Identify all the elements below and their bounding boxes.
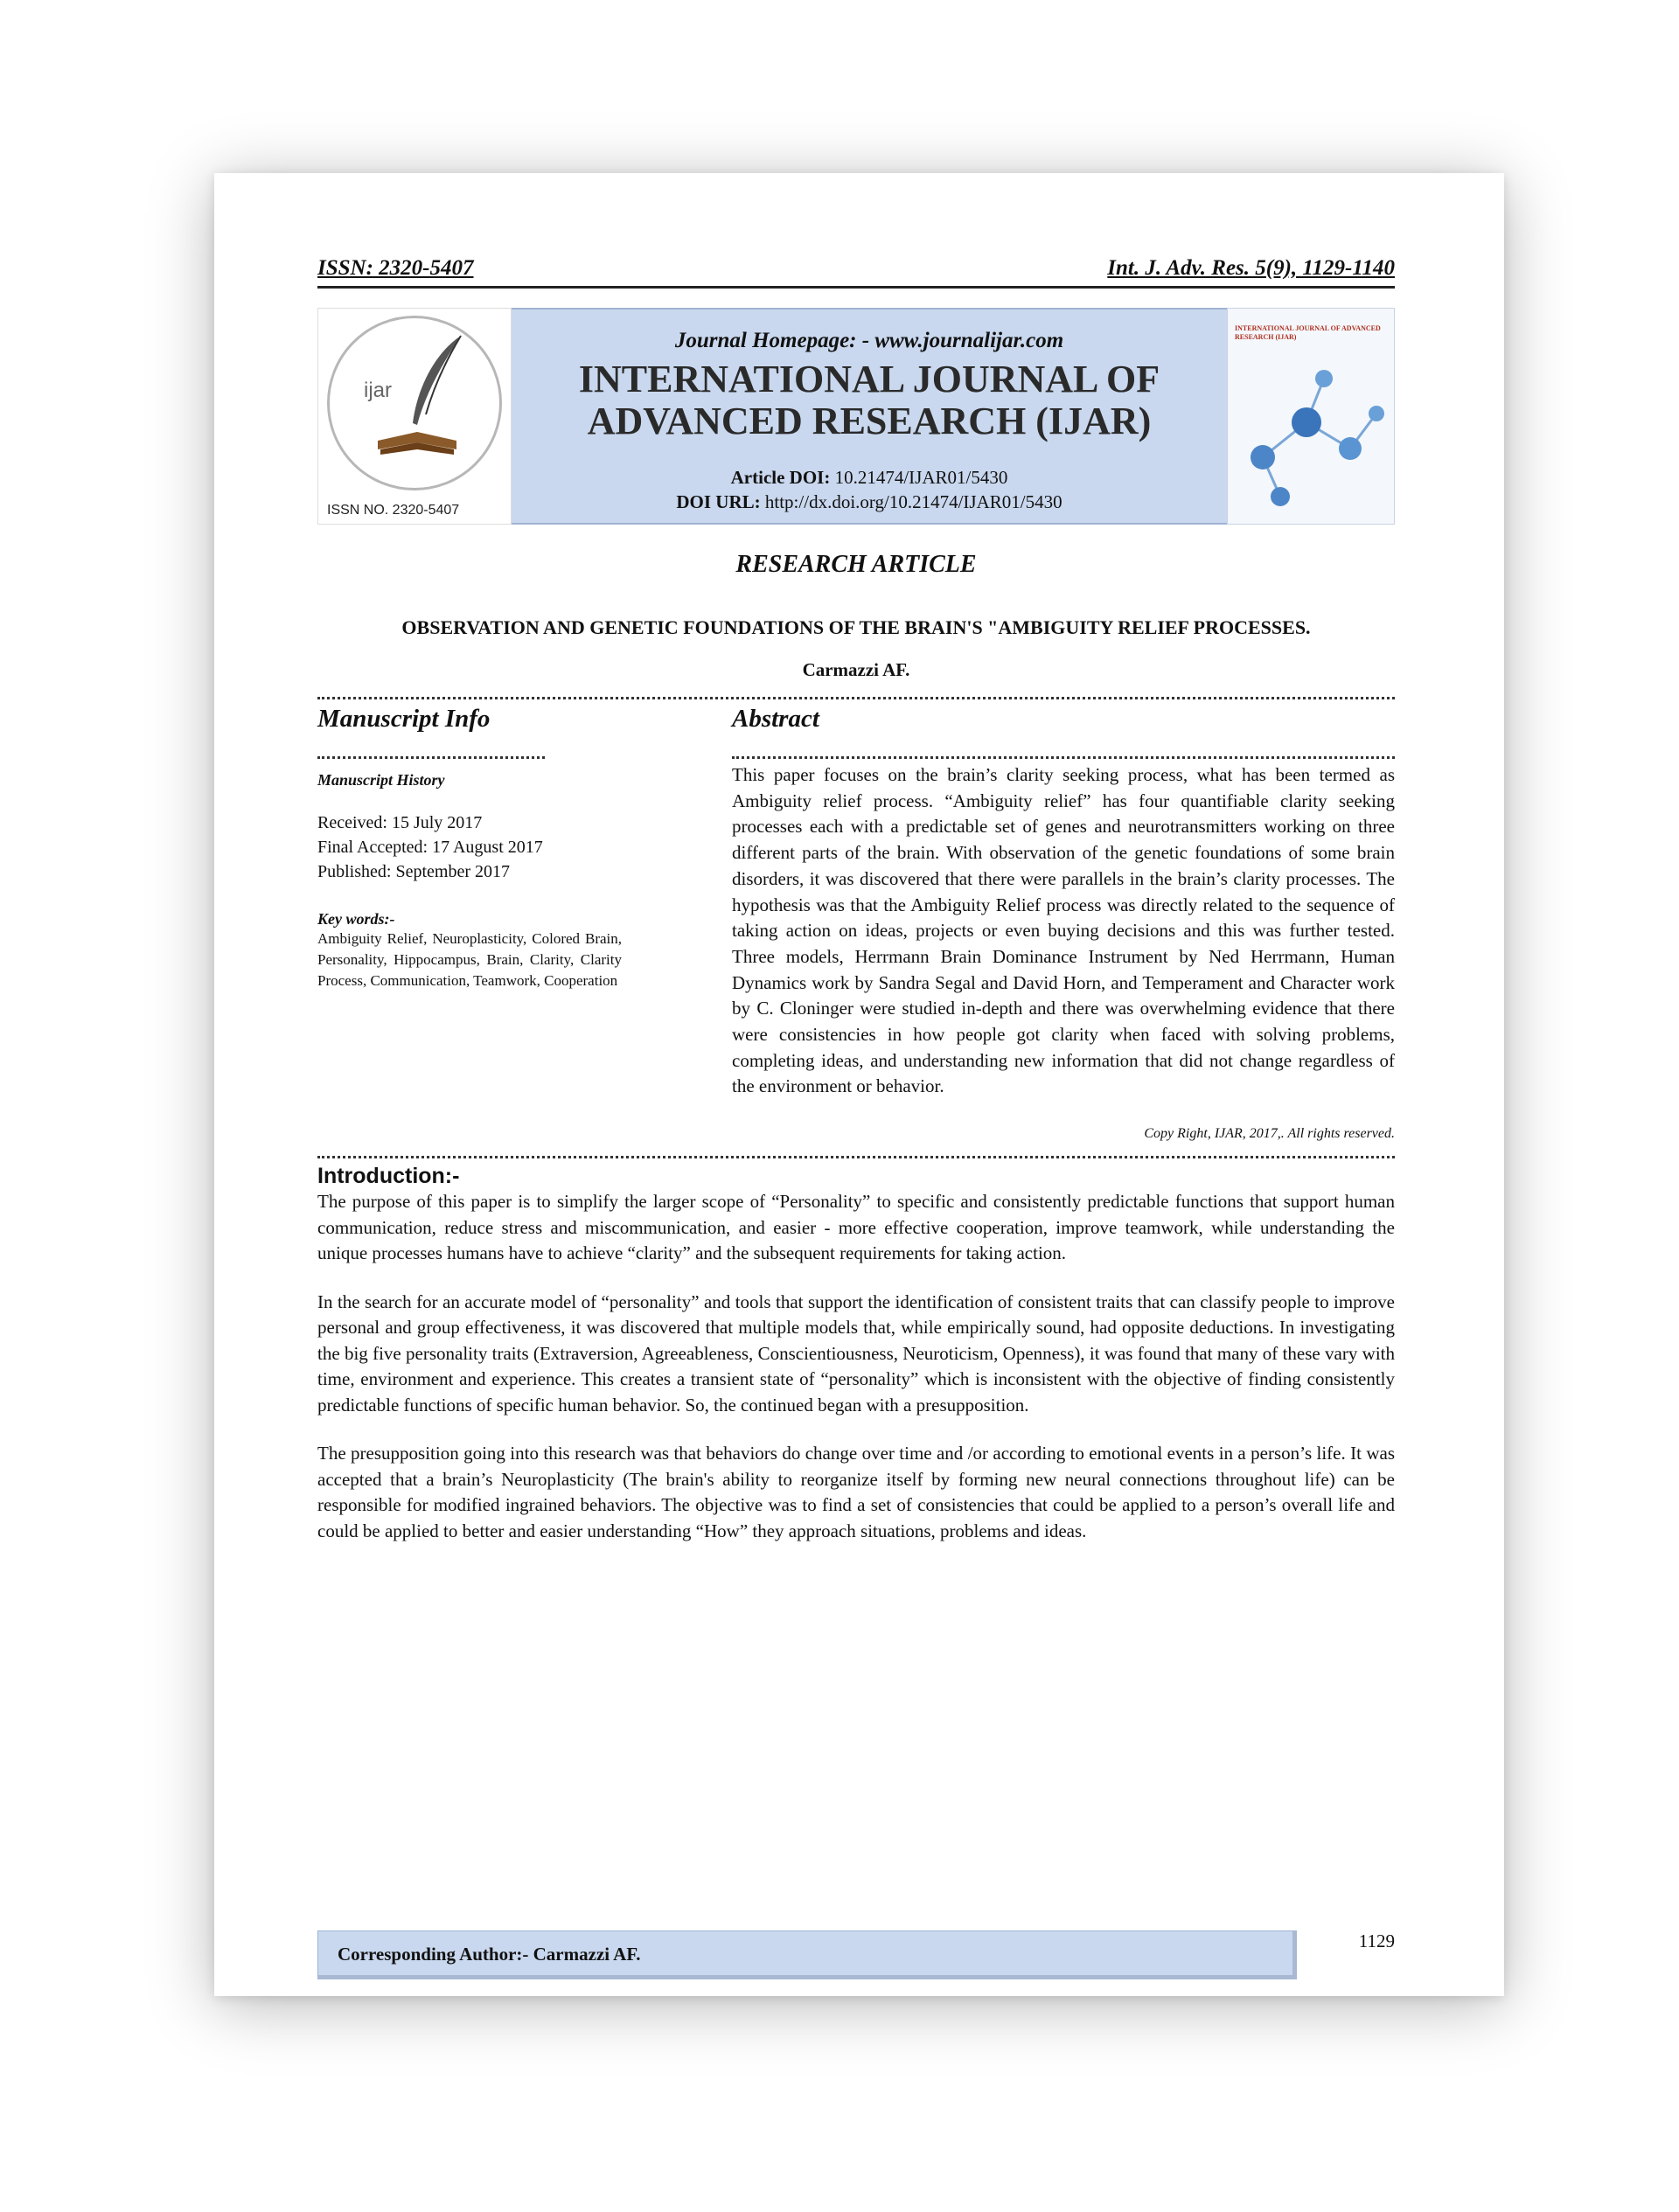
logo-circle	[327, 316, 502, 490]
intro-paragraph: The presupposition going into this research was that behaviors do change over time and /or according to emotional events in a person’s life. It was accepted that a brain’s Neuroplasticity (The brain's ability to reorganize itself by forming new neural connections throughout life) can be responsible for modified ingrained behaviors. The objective was to find a set of consistencies that could be applied to a person’s overall life and could be applied to better and easier understanding “How” they approach situations, problems and ideas.	[317, 1443, 1395, 1541]
journal-cover-thumbnail	[1227, 308, 1395, 525]
manuscript-history-label: Manuscript History	[317, 771, 445, 789]
dotted-divider	[317, 697, 1395, 699]
abstract-heading: Abstract	[732, 705, 819, 733]
page-footer	[317, 1930, 1395, 1979]
doi-label: Article DOI:	[730, 467, 831, 488]
issn-header: ISSN: 2320-5407	[317, 256, 474, 280]
manuscript-info	[317, 705, 622, 1142]
banner-main	[512, 308, 1227, 525]
doi-block	[512, 465, 1227, 514]
molecule-icon	[1228, 352, 1395, 525]
journal-logo	[317, 308, 512, 525]
keywords-label: Key words:-	[317, 910, 395, 928]
accepted-date: Final Accepted: 17 August 2017	[317, 838, 543, 857]
quill-book-icon	[330, 318, 505, 493]
article-type: RESEARCH ARTICLE	[735, 551, 977, 578]
info-abstract-columns	[317, 705, 1395, 1142]
manuscript-info-heading: Manuscript Info	[317, 705, 491, 733]
doi-url	[512, 490, 1227, 514]
dotted-divider	[732, 756, 1395, 759]
keywords-text: Ambiguity Relief, Neuroplasticity, Colored Brain, Personality, Hippocampus, Brain, Clarity, Clarity Process, Communication, Teamwork, Cooperation	[317, 930, 622, 989]
doi-value: 10.21474/IJAR01/5430	[834, 467, 1008, 488]
running-header	[317, 256, 1395, 289]
author-name: Carmazzi AF.	[802, 659, 910, 680]
paper-page	[214, 173, 1504, 1996]
paper-title: OBSERVATION AND GENETIC FOUNDATIONS OF THE BRAIN'S "AMBIGUITY RELIEF PROCESSES.	[401, 616, 1311, 638]
journal-banner	[317, 308, 1395, 525]
page-number: 1129	[1358, 1930, 1395, 1951]
article-doi	[512, 465, 1227, 490]
doi-url-link[interactable]: http://dx.doi.org/10.21474/IJAR01/5430	[764, 491, 1062, 512]
dotted-divider	[317, 1156, 1395, 1158]
abstract-section	[732, 705, 1395, 1142]
manuscript-dates	[317, 810, 622, 884]
intro-paragraph: The purpose of this paper is to simplify the larger scope of “Personality” to specific and consistently predictable functions that support human communication, reduce stress and miscommunication, and easier - more effective cooperation, improve teamwork, while understanding the unique processes humans have to achieve “clarity” and the subsequent requirements for taking action.	[317, 1191, 1395, 1264]
citation-header: Int. J. Adv. Res. 5(9), 1129-1140	[1107, 256, 1395, 280]
copyright-notice: Copy Right, IJAR, 2017,. All rights reserved.	[1144, 1126, 1395, 1142]
introduction-heading: Introduction:-	[317, 1164, 460, 1189]
abstract-text: This paper focuses on the brain’s clarity seeking process, what has been termed as Ambiguity relief process. “Ambiguity relief” has four quantifiable clarity seeking processes each with a predictable set of genes and neurotransmitters working on three different parts of the brain. With observation of the genetic foundations of some brain disorders, it was discovered that there were parallels in the brain’s clarity processes. The hypothesis was that the Ambiguity Relief process was directly related to the sequence of taking action on ideas, projects or even buying decisions and this was further tested. Three models, Herrmann Brain Dominance Instrument by Ned Herrmann, Human Dynamics work by Sandra Segal and David Horn, and Temperament and Character work by C. Cloninger were studied in-depth and there was overwhelming evidence that there were consistencies in how people got clarity when faced with solving problems, completing ideas, and understanding new information that did not change regardless of the environment or behavior.	[732, 764, 1395, 1097]
cover-heading: INTERNATIONAL JOURNAL OF ADVANCED RESEARCH (IJAR)	[1235, 324, 1381, 341]
journal-title-line1: INTERNATIONAL JOURNAL OF	[578, 358, 1160, 400]
published-date: Published: September 2017	[317, 862, 510, 881]
journal-title	[512, 358, 1227, 442]
logo-text: ijar	[364, 379, 393, 402]
logo-issn: ISSN NO. 2320-5407	[327, 503, 460, 518]
dotted-divider	[317, 756, 545, 759]
journal-title-line2: ADVANCED RESEARCH (IJAR)	[587, 400, 1152, 442]
received-date: Received: 15 July 2017	[317, 813, 483, 832]
journal-homepage[interactable]: Journal Homepage: - www.journalijar.com	[674, 329, 1064, 352]
corresponding-author-box: Corresponding Author:- Carmazzi AF.	[317, 1930, 1297, 1979]
intro-paragraph: In the search for an accurate model of “personality” and tools that support the identification of consistent traits that can classify people to improve personal and group effectiveness, it was discovered that multiple models that, while empirically sound, had opposite deductions. In investigating the big five personality traits (Extraversion, Agreeableness, Conscientiousness, Neuroticism, Openness), it was found that many of these vary with time, environment and experience. This creates a transient state of “personality” which is inconsistent with the objective of finding consistently predictable functions of specific human behavior. So, the continued began with a presupposition.	[317, 1290, 1395, 1416]
doi-url-label: DOI URL:	[676, 491, 761, 512]
page-content	[317, 256, 1395, 1965]
